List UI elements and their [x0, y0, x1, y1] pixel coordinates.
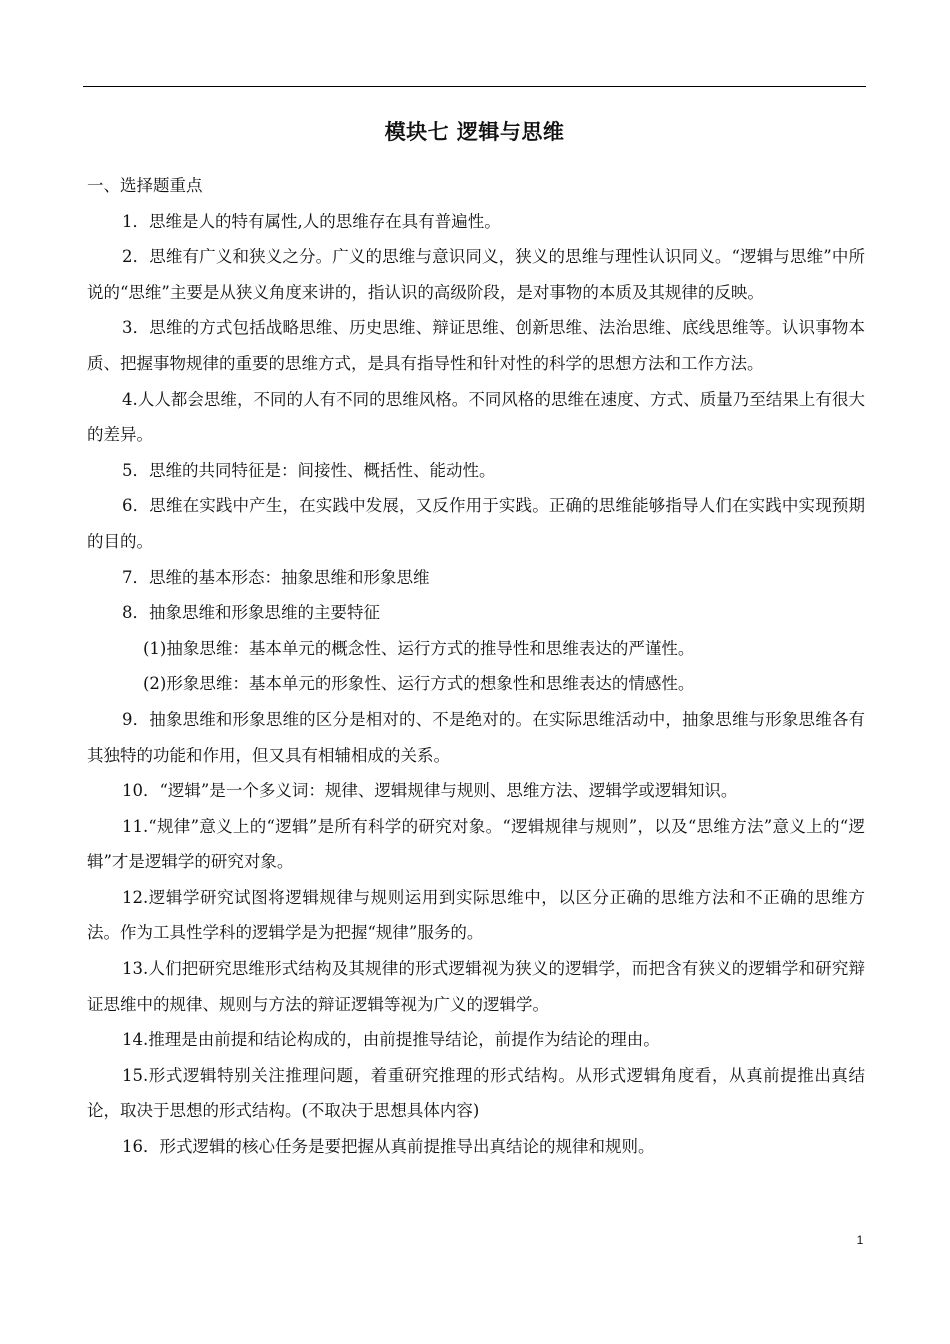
list-item: 5．思维的共同特征是：间接性、概括性、能动性。 — [122, 460, 496, 480]
list-item: 1．思维是人的特有属性,人的思维存在具有普遍性。 — [122, 211, 501, 231]
list-item: 2．思维有广义和狭义之分。广义的思维与意识同义，狭义的思维与理性认识同义。“逻辑与思维”中所说的“思维”主要是从狭义角度来讲的，指认识的高级阶段，是对事物的本质及其规律的反映。 — [87, 247, 865, 302]
list-item: 6．思维在实践中产生，在实践中发展，又反作用于实践。正确的思维能够指导人们在实践中实现预期的目的。 — [87, 496, 865, 551]
page-title: 模块七 逻辑与思维 — [384, 120, 565, 144]
sub-list-item: (2)形象思维：基本单元的形象性、运行方式的想象性和思维表达的情感性。 — [143, 674, 695, 694]
list-item: 8．抽象思维和形象思维的主要特征 — [122, 603, 380, 623]
page-number: 1 — [856, 1233, 864, 1247]
list-item: 3．思维的方式包括战略思维、历史思维、辩证思维、创新思维、法治思维、底线思维等。认识事物本质、把握事物规律的重要的思维方式，是具有指导性和针对性的科学的思想方法和工作方法。 — [87, 318, 865, 373]
list-item: 12.逻辑学研究试图将逻辑规律与规则运用到实际思维中，以区分正确的思维方法和不正确的思维方法。作为工具性学科的逻辑学是为把握“规律”服务的。 — [87, 887, 865, 943]
list-item: 15.形式逻辑特别关注推理问题，着重研究推理的形式结构。从形式逻辑角度看，从真前提推出真结论，取决于思想的形式结构。(不取决于思想具体内容) — [87, 1065, 865, 1121]
section-heading: 一、选择题重点 — [87, 176, 203, 195]
list-item: 11.“规律”意义上的“逻辑”是所有科学的研究对象。“逻辑规律与规则”，以及“思维方法”意义上的“逻辑”才是逻辑学的研究对象。 — [87, 816, 865, 872]
list-item: 13.人们把研究思维形式结构及其规律的形式逻辑视为狭义的逻辑学，而把含有狭义的逻辑学和研究辩证思维中的规律、规则与方法的辩证逻辑等视为广义的逻辑学。 — [87, 959, 865, 1014]
list-item: 7．思维的基本形态：抽象思维和形象思维 — [122, 567, 430, 587]
list-item: 9．抽象思维和形象思维的区分是相对的、不是绝对的。在实际思维活动中，抽象思维与形象思维各有其独特的功能和作用，但又具有相辅相成的关系。 — [87, 709, 865, 765]
document-body — [87, 168, 865, 1165]
list-item: 4.人人都会思维，不同的人有不同的思维风格。不同风格的思维在速度、方式、质量乃至结果上有很大的差异。 — [87, 389, 865, 445]
list-item: 10．“逻辑”是一个多义词：规律、逻辑规律与规则、思维方法、逻辑学或逻辑知识。 — [122, 781, 738, 801]
list-item: 16．形式逻辑的核心任务是要把握从真前提推导出真结论的规律和规则。 — [122, 1137, 655, 1157]
list-item: 14.推理是由前提和结论构成的，由前提推导结论，前提作为结论的理由。 — [122, 1030, 660, 1050]
sub-list-item: (1)抽象思维：基本单元的概念性、运行方式的推导性和思维表达的严谨性。 — [143, 638, 695, 658]
header-rule — [83, 86, 866, 87]
